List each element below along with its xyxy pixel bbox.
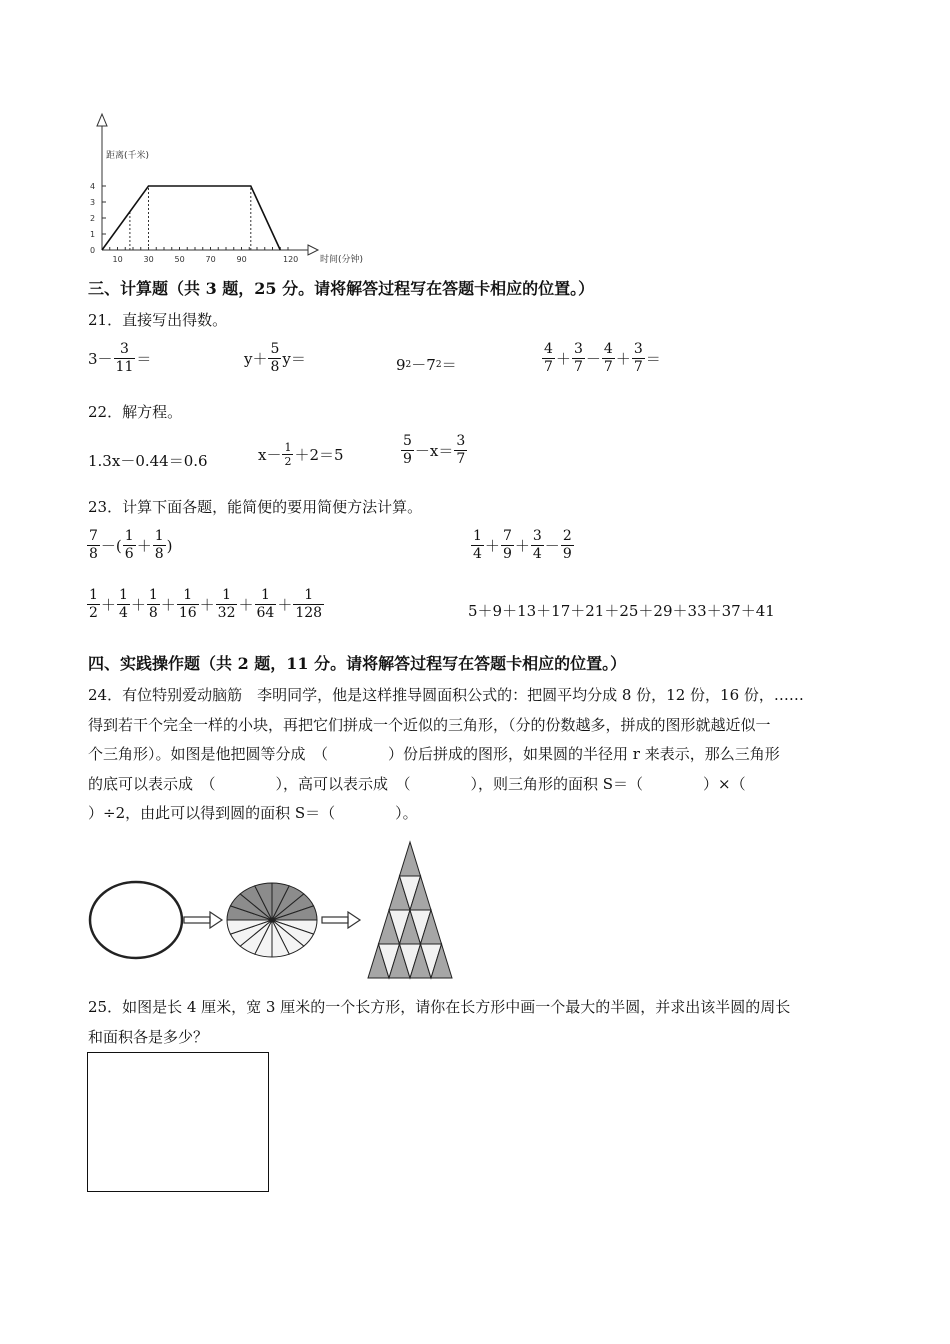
triangle-piece [400, 842, 421, 876]
denominator: 9 [403, 451, 412, 467]
denominator: 9 [562, 546, 572, 562]
q22-label: 22．解方程。 [88, 403, 183, 421]
operator: ＋ [136, 537, 152, 555]
denominator: 7 [603, 359, 613, 375]
q21-expr-3 [396, 354, 457, 375]
y-tick-label: 2 [90, 214, 96, 223]
circle-to-triangle-figure [88, 838, 468, 988]
q21-e1-pre: 3－ [88, 350, 113, 368]
q23-expr-4: 5＋9＋13＋17＋21＋25＋29＋33＋37＋41 [468, 602, 775, 620]
q24-text [88, 681, 868, 829]
fraction [293, 587, 324, 622]
fraction [542, 341, 555, 376]
q21-e1-fraction [114, 341, 136, 376]
q24-line-1: 24．有位特别爱动脑筋 李明同学，他是这样推导圆面积公式的：把圆平均分成 8 份，12 份，16 份，…… [88, 686, 804, 704]
denominator: 64 [256, 605, 275, 621]
numerator: 4 [603, 341, 613, 357]
section4-heading: 四、实践操作题（共 2 题，11 分。请将解答过程写在答题卡相应的位置。） [88, 654, 627, 673]
x-tick-label: 10 [112, 255, 123, 264]
fraction [531, 528, 544, 563]
q25-line-2: 和面积各是多少？ [88, 1027, 209, 1046]
q21-e3-post: ＝ [441, 356, 457, 374]
q22-e2-post: ＋2＝5 [294, 446, 344, 464]
denominator: 8 [89, 546, 98, 562]
x-tick-label: 120 [283, 255, 299, 264]
y-tick-label: 3 [90, 198, 96, 207]
equals: ＝ [645, 350, 661, 368]
fraction [602, 341, 615, 376]
fraction [561, 528, 574, 563]
fraction [117, 587, 130, 622]
denominator: 7 [544, 359, 553, 375]
arrow-right-icon [322, 912, 360, 928]
exponent: 2 [405, 359, 412, 370]
denominator: 2 [284, 455, 292, 468]
operator: ＋ [238, 596, 254, 614]
fraction [87, 587, 100, 622]
assembled-triangle-shape [368, 842, 452, 978]
denominator: 8 [148, 605, 158, 621]
fraction [153, 528, 166, 563]
fraction [147, 587, 160, 622]
q24-line-3: 个三角形）。如图是他把圆等分成 （ ）份后拼成的图形，如果圆的半径用 r 来表示，那么三角形 [88, 745, 780, 763]
y-tick-label: 0 [90, 246, 96, 255]
denominator: 6 [124, 546, 134, 562]
numerator: 1 [284, 441, 292, 454]
q24-line-5: ）÷2，由此可以得到圆的面积 S＝（ ）。 [88, 804, 418, 822]
fraction [282, 441, 293, 468]
numerator: 1 [177, 587, 199, 605]
numerator: 4 [544, 341, 553, 357]
q21-expr-4 [541, 341, 661, 376]
numerator: 3 [114, 341, 136, 359]
fraction [632, 341, 645, 376]
numerator: 7 [89, 528, 98, 544]
numerator: 1 [89, 587, 98, 603]
q22-e3-mid: －x＝ [414, 442, 454, 460]
y-axis-label: 距离(千米) [106, 151, 150, 161]
operator: ＋ [555, 350, 571, 368]
q21-expr-1 [88, 341, 151, 376]
operator: ＋ [130, 596, 146, 614]
x-tick-label: 50 [174, 255, 185, 264]
numerator: 2 [562, 528, 572, 544]
section3-heading: 三、计算题（共 3 题，25 分。请将解答过程写在答题卡相应的位置。） [88, 279, 595, 298]
denominator: 7 [573, 359, 583, 375]
circle-shape [90, 882, 182, 958]
fraction [454, 433, 467, 468]
q22-expr-2 [258, 441, 344, 468]
numerator: 3 [573, 341, 583, 357]
q21-e2-fraction [268, 341, 281, 376]
y-tick-label: 1 [90, 230, 96, 239]
fraction [216, 587, 238, 622]
y-tick-label: 4 [90, 182, 96, 191]
numerator: 3 [633, 341, 643, 357]
fraction [177, 587, 199, 622]
operator: ＋ [100, 596, 116, 614]
q21-e3-mid: －7 [411, 356, 436, 374]
divided-circle-shape [227, 883, 317, 957]
denominator: 11 [115, 359, 134, 375]
fraction [255, 587, 277, 622]
denominator: 32 [217, 605, 236, 621]
denominator: 4 [532, 546, 542, 562]
exponent: 2 [435, 359, 442, 370]
q21-label: 21．直接写出得数。 [88, 311, 228, 329]
q22-e2-pre: x－ [258, 446, 282, 464]
distance-series-line [102, 186, 280, 250]
fraction [123, 528, 136, 563]
numerator: 1 [148, 587, 158, 603]
q23-label: 23．计算下面各题，能简便的要用简便方法计算。 [88, 498, 423, 516]
distance-time-chart [80, 110, 400, 270]
numerator: 1 [124, 528, 134, 544]
fraction [572, 341, 585, 376]
denominator: 8 [154, 546, 164, 562]
fraction [501, 528, 514, 563]
q24-line-2: 得到若干个完全一样的小块，再把它们拼成一个近似的三角形，（分的份数越多，拼成的图形就越近似一 [88, 715, 771, 734]
q24-line-4: 的底可以表示成 （ ），高可以表示成 （ ），则三角形的面积 S＝（ ）×（ [88, 774, 746, 793]
denominator: 7 [456, 451, 466, 467]
denominator: 8 [270, 359, 280, 375]
q25-text [88, 993, 868, 1052]
x-axis-arrow-icon [308, 245, 318, 255]
x-tick-label: 70 [205, 255, 216, 264]
rectangle-drawing-area [87, 1052, 269, 1192]
denominator: 4 [118, 605, 128, 621]
q25-line-1: 25．如图是长 4 厘米，宽 3 厘米的一个长方形，请你在长方形中画一个最大的半圆，并求出该半圆的周长 [88, 998, 791, 1016]
q21-e2-post: y＝ [282, 350, 306, 368]
denominator: 16 [178, 605, 197, 621]
fraction [401, 433, 414, 468]
arrow-right-icon [184, 912, 222, 928]
q21-e3-base: 9 [396, 355, 406, 374]
numerator: 1 [293, 587, 324, 605]
numerator: 1 [473, 528, 482, 544]
denominator: 4 [473, 546, 482, 562]
operator: ＋ [160, 596, 176, 614]
denominator: 9 [502, 546, 512, 562]
numerator: 1 [154, 528, 164, 544]
numerator: 1 [255, 587, 277, 605]
q21-e1-post: ＝ [136, 350, 152, 368]
denominator: 2 [89, 605, 98, 621]
operator: － [585, 350, 601, 368]
numerator: 3 [532, 528, 542, 544]
q21-e2-pre: y＋ [244, 350, 268, 368]
x-tick-label: 90 [236, 255, 247, 264]
x-tick-label: 30 [143, 255, 154, 264]
q23-expr-3 [86, 587, 325, 622]
operator: －( [100, 537, 122, 555]
numerator: 7 [502, 528, 512, 544]
fraction [471, 528, 484, 563]
q21-expr-2 [244, 341, 306, 376]
operator: ＋ [277, 596, 293, 614]
y-axis-arrow-icon [97, 114, 107, 126]
q23-expr-2 [470, 528, 575, 563]
numerator: 5 [403, 433, 412, 449]
operator: ＋ [199, 596, 215, 614]
fraction [87, 528, 100, 563]
paren: ) [166, 536, 173, 555]
q22-expr-1: 1.3x－0.44＝0.6 [88, 452, 208, 470]
operator: ＋ [615, 350, 631, 368]
numerator: 1 [216, 587, 238, 605]
numerator: 5 [270, 341, 280, 357]
operator: － [544, 537, 560, 555]
q22-expr-3 [400, 433, 468, 468]
x-axis-label: 时间(分钟) [320, 255, 364, 265]
numerator: 1 [118, 587, 128, 603]
denominator: 7 [633, 359, 643, 375]
q23-expr-1 [86, 528, 173, 563]
operator: ＋ [514, 537, 530, 555]
operator: ＋ [484, 537, 500, 555]
numerator: 3 [456, 433, 466, 449]
denominator: 128 [295, 605, 323, 621]
